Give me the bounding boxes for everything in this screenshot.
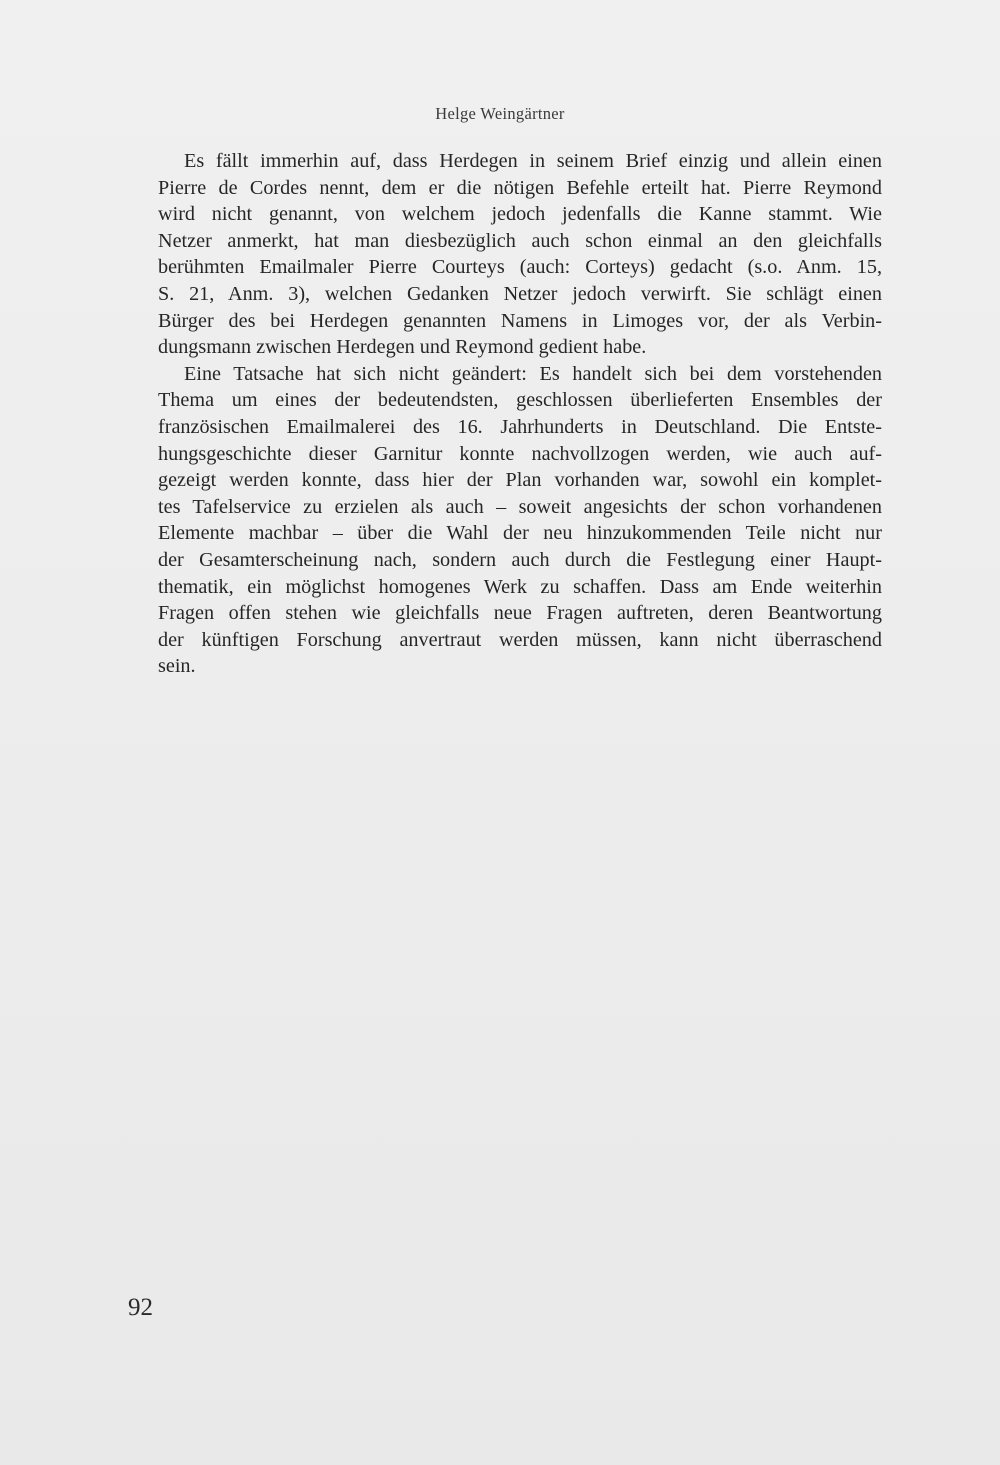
text-line: Thema um eines der bedeutendsten, geschlossen überlieferten Ensembles der [158, 389, 882, 412]
text-line: Elemente machbar – über die Wahl der neu hinzukommenden Teile nicht nur [158, 522, 882, 545]
text-line: tes Tafelservice zu erzielen als auch – soweit angesichts der schon vorhandenen [158, 495, 882, 518]
text-line: sein. [158, 655, 196, 678]
paragraph-2 [132, 361, 882, 680]
text-line: wird nicht genannt, von welchem jedoch jedenfalls die Kanne stammt. Wie [158, 203, 882, 226]
text-line: der künftigen Forschung anvertraut werden müssen, kann nicht überraschend [158, 628, 882, 651]
text-line: Bürger des bei Herdegen genannten Namens in Limoges vor, der als Verbin- [158, 309, 882, 332]
text-line: Fragen offen stehen wie gleichfalls neue Fragen auftreten, deren Beantwortung [158, 602, 882, 625]
text-line: französischen Emailmalerei des 16. Jahrhunderts in Deutschland. Die Entste- [158, 415, 882, 438]
body-text [132, 148, 882, 680]
text-line: berühmten Emailmaler Pierre Courteys (auch: Corteys) gedacht (s.o. Anm. 15, [158, 256, 882, 279]
text-line: dungsmann zwischen Herdegen und Reymond gedient habe. [158, 336, 647, 359]
text-line: der Gesamterscheinung nach, sondern auch durch die Festlegung einer Haupt- [158, 548, 882, 571]
running-head: Helge Weingärtner [435, 104, 565, 123]
text-line: Netzer anmerkt, hat man diesbezüglich auch schon einmal an den gleichfalls [158, 229, 882, 252]
paragraph-1 [132, 148, 882, 361]
text-line: Pierre de Cordes nennt, dem er die nötigen Befehle erteilt hat. Pierre Reymond [158, 176, 882, 199]
text-line: thematik, ein möglichst homogenes Werk zu schaffen. Dass am Ende weiterhin [158, 575, 882, 598]
text-line: gezeigt werden konnte, dass hier der Plan vorhanden war, sowohl ein komplet- [158, 469, 882, 492]
page-number: 92 [128, 1294, 153, 1321]
text-line: S. 21, Anm. 3), welchen Gedanken Netzer jedoch verwirft. Sie schlägt einen [158, 282, 882, 305]
text-line: hungsgeschichte dieser Garnitur konnte nachvollzogen werden, wie auch auf- [158, 442, 882, 465]
text-line: Eine Tatsache hat sich nicht geändert: Es handelt sich bei dem vorstehenden [184, 362, 882, 385]
text-line: Es fällt immerhin auf, dass Herdegen in seinem Brief einzig und allein einen [184, 150, 882, 172]
